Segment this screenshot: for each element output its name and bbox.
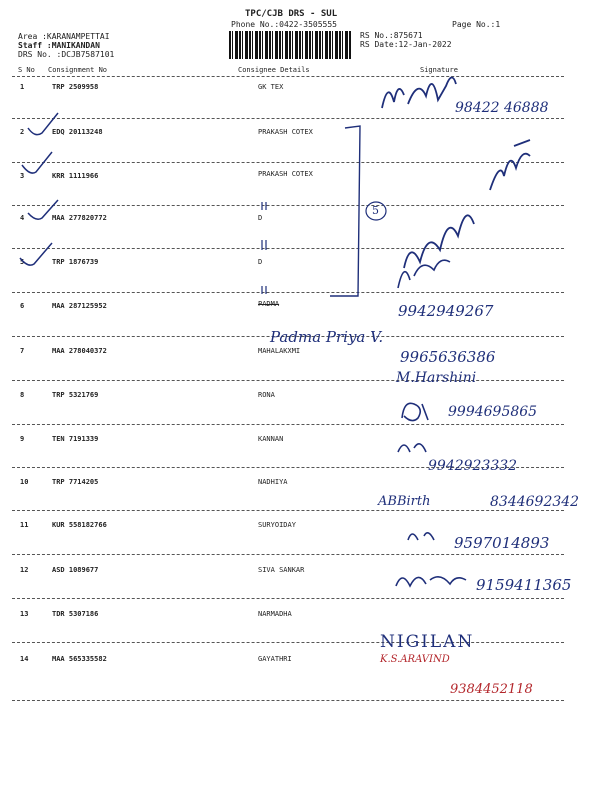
row-7-consignee: MAHALAKXMI [258, 347, 301, 355]
check-mark-row-4 [28, 200, 58, 219]
handwritten-phone-row-6: 9942949267 [398, 302, 494, 320]
row-5-consignment: TRP 1876739 [52, 258, 99, 266]
handwritten-phone-row-14: 9384452118 [450, 682, 533, 697]
row-14-consignment: MAA 565335582 [52, 655, 107, 663]
row-8-consignment: TRP 5321769 [52, 391, 99, 399]
phone-number: Phone No.:0422-3505555 [231, 20, 337, 29]
row-1-consignee: GK TEX [258, 83, 284, 91]
handwritten-phone-row-7: 9965636386 [400, 348, 496, 366]
drs-number: DRS No. :DCJB7587101 [18, 50, 115, 59]
staff-label: Staff :MANIKANDAN [18, 41, 100, 50]
handwritten-phone-row-10: 8344692342 [490, 494, 580, 510]
row-2-no: 2 [20, 128, 25, 136]
signature-row-5 [398, 260, 450, 288]
row-3-consignee: PRAKASH COTEX [258, 170, 313, 178]
handwritten-phone-row-8: 9994695865 [448, 404, 538, 420]
handwritten-phone-row-1: 98422 46888 [455, 100, 549, 116]
handwritten-name-row-6: Padma Priya V. [270, 328, 384, 346]
handwritten-phone-row-9: 9942923332 [428, 458, 518, 474]
row-13-consignee: NARMADHA [258, 610, 292, 618]
signature-row-8 [402, 403, 428, 420]
signature-row-9 [398, 444, 426, 452]
row-14-consignee: GAYATHRI [258, 655, 292, 663]
signature-row-4 [404, 215, 474, 268]
row-9-no: 9 [20, 435, 25, 443]
ditto-mark-row-6 [262, 286, 266, 294]
handwritten-phone-row-12: 9159411365 [476, 576, 572, 594]
row-8-consignee: RONA [258, 391, 275, 399]
row-11-no: 11 [20, 521, 29, 529]
check-mark-row-2 [28, 113, 58, 135]
row-9-consignment: TEN 7191339 [52, 435, 99, 443]
handwritten-sig-row-10: ABBirth [378, 494, 431, 509]
row-12-consignment: ASD 1089677 [52, 566, 99, 574]
signature-row-12 [396, 577, 466, 586]
row-3-no: 3 [20, 172, 25, 180]
row-7-consignment: MAA 278040372 [52, 347, 107, 355]
row-4-no: 4 [20, 214, 25, 222]
row-13-no: 13 [20, 610, 29, 618]
row-10-no: 10 [20, 478, 29, 486]
row-11-consignment: KUR 558182766 [52, 521, 107, 529]
row-6-consignee: PADMA [258, 300, 280, 308]
row-11-consignee: SURYOIDAY [258, 521, 296, 529]
row-1-no: 1 [20, 83, 25, 91]
row-6-consignment: MAA 287125952 [52, 302, 107, 310]
row-8-no: 8 [20, 391, 25, 399]
row-12-consignee: SIVA SANKAR [258, 566, 305, 574]
handwritten-name-row-13: NIGILAN [380, 632, 475, 652]
row-9-consignee: KANNAN [258, 435, 284, 443]
ditto-mark-row-5 [262, 240, 266, 250]
area-label: Area :KARANAMPETTAI [18, 32, 110, 41]
check-mark-row-5 [20, 243, 52, 265]
row-1-consignment: TRP 2509958 [52, 83, 99, 91]
row-10-consignee: NADHIYA [258, 478, 288, 486]
col-sno: S No [18, 66, 35, 74]
row-7-no: 7 [20, 347, 25, 355]
row-12-no: 12 [20, 566, 29, 574]
signature-row-1 [382, 77, 456, 108]
group-bracket [330, 126, 360, 296]
check-mark-row-3 [22, 152, 52, 173]
row-5-no: 5 [20, 258, 25, 266]
row-2-consignee: PRAKASH COTEX [258, 128, 313, 136]
page-number: Page No.:1 [452, 20, 501, 29]
handwritten-count: 5 [372, 204, 379, 217]
row-10-consignment: TRP 7714205 [52, 478, 99, 486]
ditto-mark-row-4 [262, 202, 266, 210]
rs-date: RS Date:12-Jan-2022 [360, 40, 452, 49]
row-2-consignment: EDQ 20113248 [52, 128, 103, 136]
rs-number: RS No.:875671 [360, 31, 423, 40]
handwritten-name-row-14: K.S.ARAVIND [380, 654, 450, 665]
handwritten-name-row-7: M.Harshini [396, 370, 477, 386]
row-3-consignment: KRR 1111966 [52, 172, 99, 180]
col-signature: Signature [420, 66, 458, 74]
signature-row-2 [490, 140, 530, 190]
row-4-consignee: D [258, 214, 263, 222]
handwritten-phone-row-11: 9597014893 [454, 534, 550, 552]
signature-row-11 [408, 533, 434, 540]
row-13-consignment: TDR 5307186 [52, 610, 99, 618]
col-consignee: Consignee Details [238, 66, 310, 74]
row-6-no: 6 [20, 302, 25, 310]
row-14-no: 14 [20, 655, 29, 663]
row-4-consignment: MAA 277820772 [52, 214, 107, 222]
col-consignment: Consignment No [48, 66, 108, 74]
sheet-title: TPC/CJB DRS - SUL [245, 9, 338, 19]
row-5-consignee: D [258, 258, 263, 266]
